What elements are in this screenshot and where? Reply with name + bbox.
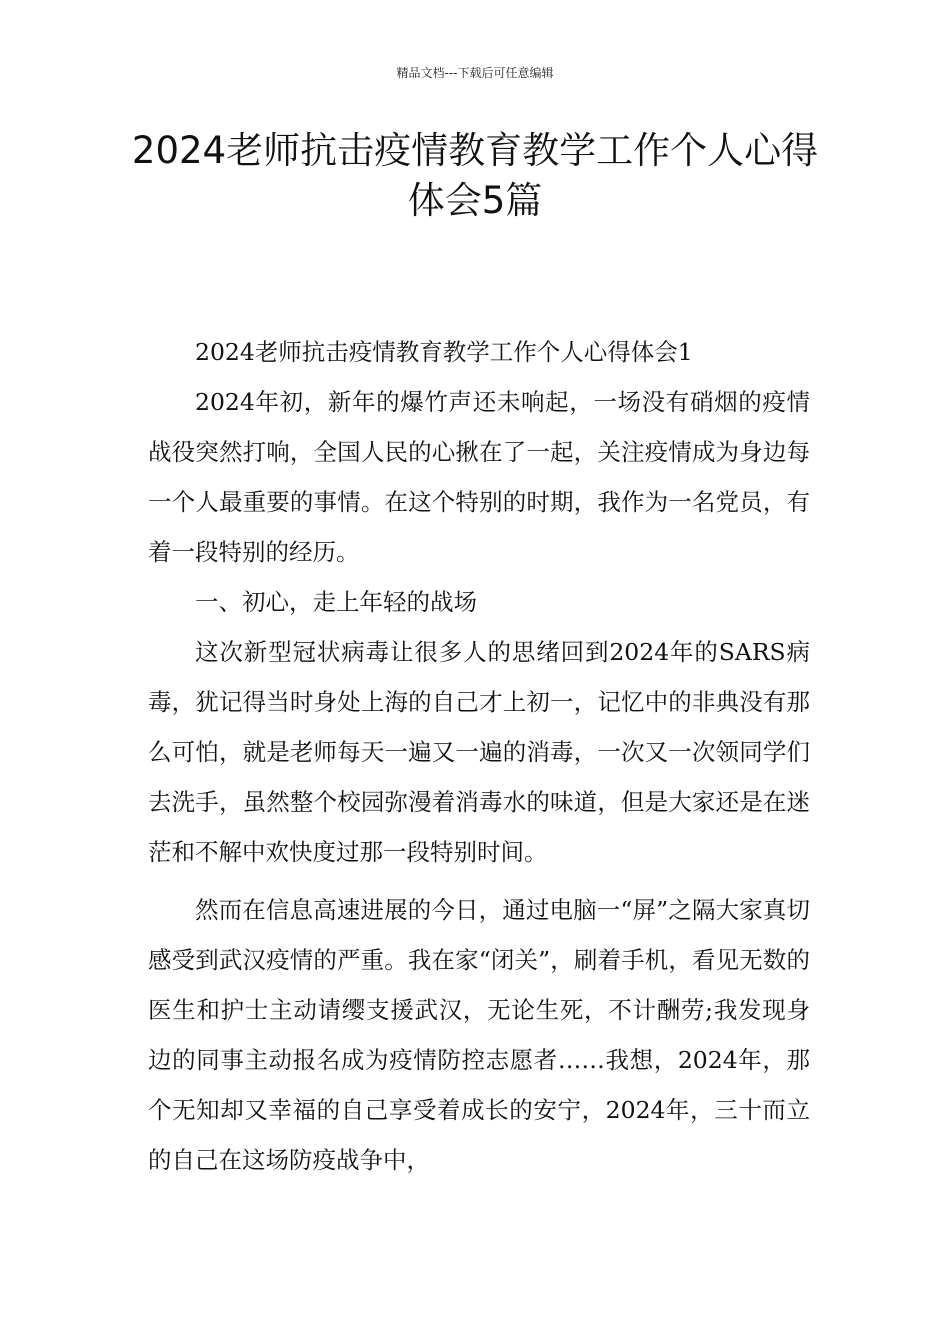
body-paragraph: 然而在信息高速进展的今日，通过电脑一“屏”之隔大家真切感受到武汉疫情的严重。我在家“闭关”，刷着手机，看见无数的医生和护士主动请缨支援武汉，无论生死，不计酬劳;我发现身边的同事主动报名成为疫情防控志愿者……我想，2024年，那个无知却又幸福的自己享受着成长的安宁，2024年，三十而立的自己在这场防疫战争中， xyxy=(148,896,810,1174)
subsection-heading: 一、初心，走上年轻的战场 xyxy=(195,588,477,616)
section-heading: 2024老师抗击疫情教育教学工作个人心得体会1 xyxy=(195,338,693,366)
body-paragraph: 这次新型冠状病毒让很多人的思绪回到2024年的SARS病毒，犹记得当时身处上海的自己才上初一，记忆中的非典没有那么可怕，就是老师每天一遍又一遍的消毒，一次又一次领同学们去洗手，虽然整个校园弥漫着消毒水的味道，但是大家还是在迷茫和不解中欢快度过那一段特别时间。 xyxy=(148,638,810,866)
header-note: 精品文档---下载后可任意编辑 xyxy=(396,66,554,80)
body-paragraph: 2024年初，新年的爆竹声还未响起，一场没有硝烟的疫情战役突然打响，全国人民的心揪在了一起，关注疫情成为身边每一个人最重要的事情。在这个特别的时期，我作为一名党员，有着一段特别的经历。 xyxy=(148,388,810,566)
document-title: 2024老师抗击疫情教育教学工作个人心得体会5篇 xyxy=(131,129,819,222)
document-body xyxy=(148,327,810,1185)
